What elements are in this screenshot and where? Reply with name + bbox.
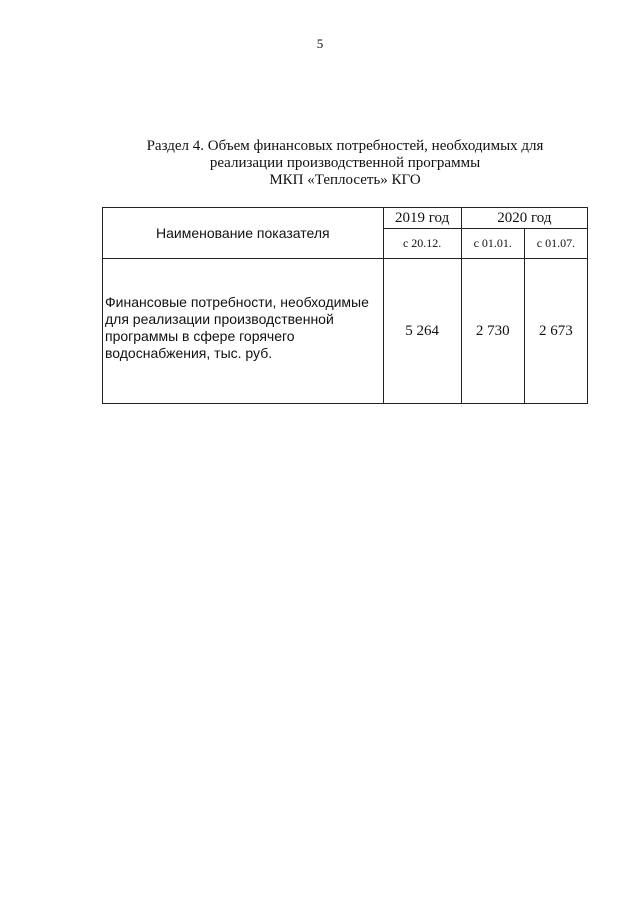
date-header-2: с 01.01.: [461, 229, 524, 259]
date-header-3: с 01.07.: [524, 229, 587, 259]
indicator-column-header: Наименование показателя: [103, 208, 384, 259]
value-cell-2020-jul: 2 673: [524, 259, 587, 404]
year-header-2020: 2020 год: [461, 208, 587, 229]
table-row: [103, 259, 588, 404]
year-header-2019: 2019 год: [383, 208, 461, 229]
page-number: 5: [316, 36, 324, 51]
section-title-line-2: реализации производственной программы: [209, 155, 481, 171]
value-cell-2020-jan: 2 730: [461, 259, 524, 404]
date-header-1: с 20.12.: [383, 229, 461, 259]
financial-needs-table: [102, 207, 588, 404]
section-title-line-3: МКП «Теплосеть» КГО: [269, 172, 421, 188]
table-header-row-years: [103, 208, 588, 229]
section-title-line-1: Раздел 4. Объем финансовых потребностей, необходимых для: [146, 138, 544, 154]
indicator-name-cell: [103, 259, 384, 404]
indicator-name: Финансовые потребности, необходимые для реализации производственной программы в сфере горячего водоснабжения, тыс. руб.: [105, 294, 369, 361]
section-title: [120, 138, 570, 189]
value-cell-2019-dec: 5 264: [383, 259, 461, 404]
